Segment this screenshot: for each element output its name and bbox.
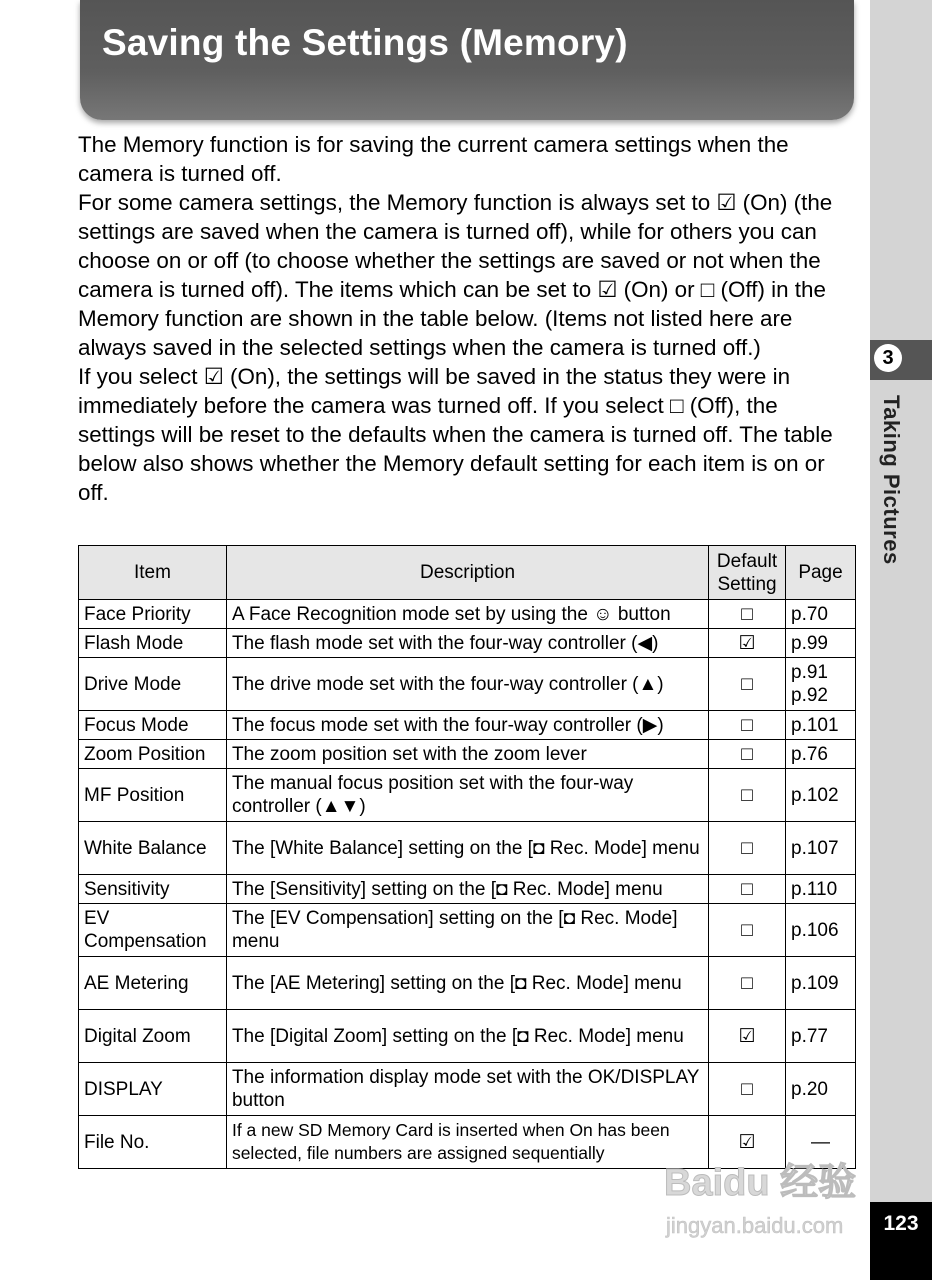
cell-default: □ (709, 904, 786, 957)
title-banner (80, 0, 854, 120)
cell-item: Sensitivity (79, 875, 227, 904)
table-row (79, 1063, 856, 1116)
cell-page: p.110 (786, 875, 856, 904)
page-title: Saving the Settings (Memory) (102, 22, 628, 63)
cell-item: Zoom Position (79, 740, 227, 769)
memory-settings-table (78, 545, 856, 1169)
cell-item: AE Metering (79, 957, 227, 1010)
cell-page: p.109 (786, 957, 856, 1010)
cell-item: MF Position (79, 769, 227, 822)
cell-page: p.101 (786, 711, 856, 740)
chapter-sidebar (870, 0, 932, 1280)
watermark-logo-text: Baidu 经验 (664, 1162, 857, 1204)
cell-page: p.102 (786, 769, 856, 822)
table-row (79, 629, 856, 658)
chapter-number: 3 (874, 344, 902, 372)
intro-paragraph: If you select ☑ (On), the settings will be saved in the status they were in immediately before the camera was turned off. If you select □ (Off), the settings will be reset to the defaults when the camera is turned off. The table below also shows whether the Memory default setting for each item is on or off. (78, 364, 833, 505)
cell-default: □ (709, 711, 786, 740)
table-row (79, 1010, 856, 1063)
cell-page: p.77 (786, 1010, 856, 1063)
cell-default: □ (709, 822, 786, 875)
watermark-url: jingyan.baidu.com (666, 1213, 844, 1238)
cell-description: A Face Recognition mode set by using the ☺ button (226, 600, 708, 629)
cell-item: White Balance (79, 822, 227, 875)
cell-description: The [White Balance] setting on the [◘ Rec. Mode] menu (226, 822, 708, 875)
cell-page: p.106 (786, 904, 856, 957)
cell-description: The [AE Metering] setting on the [◘ Rec. Mode] menu (226, 957, 708, 1010)
table-row (79, 600, 856, 629)
cell-description: The flash mode set with the four-way controller (◀) (226, 629, 708, 658)
cell-item: Digital Zoom (79, 1010, 227, 1063)
header-item: Item (79, 546, 227, 600)
cell-page: p.20 (786, 1063, 856, 1116)
cell-item: Flash Mode (79, 629, 227, 658)
header-page: Page (786, 546, 856, 600)
cell-item: Focus Mode (79, 711, 227, 740)
cell-item: Face Priority (79, 600, 227, 629)
cell-item: File No. (79, 1116, 227, 1169)
table-header-row (79, 546, 856, 600)
intro-text (78, 130, 858, 507)
cell-page: p.107 (786, 822, 856, 875)
cell-default: □ (709, 740, 786, 769)
cell-description: The [EV Compensation] setting on the [◘ Rec. Mode] menu (226, 904, 708, 957)
cell-description: If a new SD Memory Card is inserted when On has been selected, file numbers are assigned sequentially (226, 1116, 708, 1169)
cell-description: The manual focus position set with the four-way controller (▲▼) (226, 769, 708, 822)
table-row (79, 740, 856, 769)
cell-default: □ (709, 658, 786, 711)
header-default-line1: Default (716, 550, 778, 572)
cell-description: The [Digital Zoom] setting on the [◘ Rec. Mode] menu (226, 1010, 708, 1063)
cell-default: ☑ (709, 1116, 786, 1169)
cell-description: The focus mode set with the four-way controller (▶) (226, 711, 708, 740)
cell-page: p.76 (786, 740, 856, 769)
cell-description: The [Sensitivity] setting on the [◘ Rec. Mode] menu (226, 875, 708, 904)
cell-page: p.70 (786, 600, 856, 629)
cell-item: DISPLAY (79, 1063, 227, 1116)
table-row (79, 957, 856, 1010)
header-description: Description (226, 546, 708, 600)
baidu-watermark (660, 1135, 890, 1245)
cell-default: □ (709, 957, 786, 1010)
cell-description: The drive mode set with the four-way controller (▲) (226, 658, 708, 711)
cell-description: The zoom position set with the zoom lever (226, 740, 708, 769)
cell-page: p.99 (786, 629, 856, 658)
header-default-setting (709, 546, 786, 600)
cell-item: EV Compensation (79, 904, 227, 957)
cell-default: ☑ (709, 1010, 786, 1063)
cell-page: — (786, 1116, 856, 1169)
page-number: 123 (870, 1202, 932, 1280)
cell-item: Drive Mode (79, 658, 227, 711)
cell-default: □ (709, 600, 786, 629)
table-row (79, 904, 856, 957)
cell-page: p.91 p.92 (786, 658, 856, 711)
cell-default: ☑ (709, 629, 786, 658)
intro-paragraph: For some camera settings, the Memory function is always set to ☑ (On) (the settings are saved when the camera is turned off), while for others you can choose on or off (to choose whether the settings are saved or not when the camera is turned off). The items which can be set to ☑ (On) or □ (Off) in the Memory function are shown in the table below. (Items not listed here are always saved in the selected settings when the camera is turned off.) (78, 190, 833, 360)
table-row (79, 711, 856, 740)
cell-default: □ (709, 1063, 786, 1116)
table-row (79, 769, 856, 822)
cell-description: The information display mode set with the OK/DISPLAY button (226, 1063, 708, 1116)
table-row (79, 875, 856, 904)
cell-default: □ (709, 875, 786, 904)
intro-paragraph: The Memory function is for saving the current camera settings when the camera is turned off. (78, 132, 789, 186)
header-default-line2: Setting (717, 573, 777, 595)
cell-default: □ (709, 769, 786, 822)
chapter-title: Taking Pictures (879, 395, 904, 565)
table-row (79, 822, 856, 875)
table-row (79, 658, 856, 711)
